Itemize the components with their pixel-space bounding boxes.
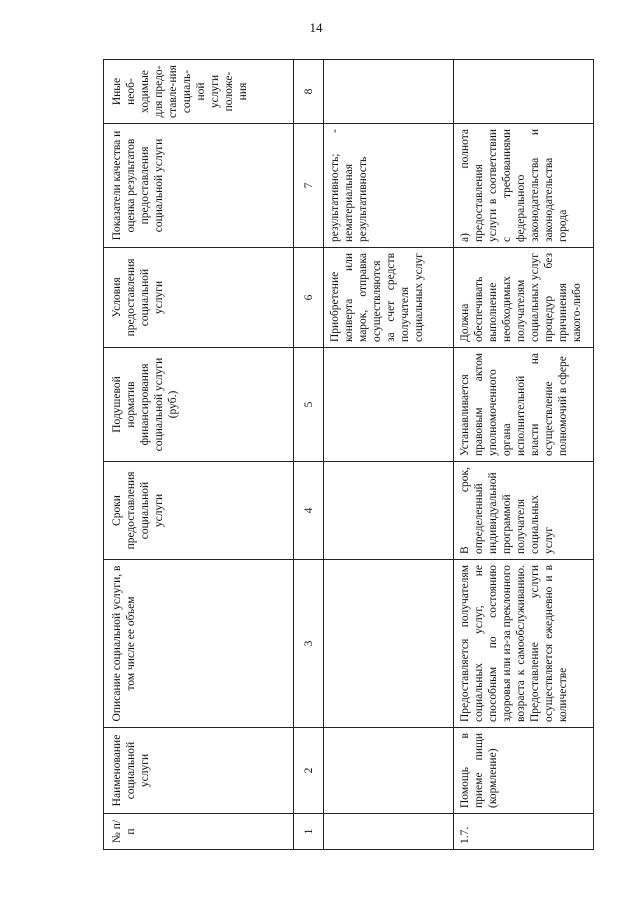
column-number: 1 bbox=[294, 814, 324, 850]
cell-name bbox=[324, 728, 454, 814]
cell-other bbox=[454, 60, 594, 124]
cell-description: Предоставляется получателям социальных услуг, не способным по состоянию здоровья или из-за преклонного возраста к самообслуживанию. Предоставление услуги осуществляется ежедневно и в количестве bbox=[454, 560, 594, 728]
column-number: 6 bbox=[294, 248, 324, 348]
cell-conditions: Приобретение конверта или марок, отправка осуществляются за счет средств получателя социальных услуг bbox=[324, 248, 454, 348]
cell-description bbox=[324, 560, 454, 728]
cell-indicators: а) полнота предоставления услуги в соответствии с требованиями федерального законодательства и законодательства города bbox=[454, 124, 594, 248]
column-number: 4 bbox=[294, 462, 324, 560]
cell-other bbox=[324, 60, 454, 124]
cell-conditions: Должна обеспечивать выполнение необходимых получателям социальных услуг процедур без причинения какого-либо bbox=[454, 248, 594, 348]
column-number-row bbox=[294, 60, 324, 850]
cell-norm bbox=[324, 348, 454, 462]
header-row bbox=[104, 60, 294, 850]
header-cell-indicators: Показатели качества и оценка результатов предоставления социальной услуги bbox=[104, 124, 294, 248]
column-number: 7 bbox=[294, 124, 324, 248]
cell-terms: В срок, определенный индивидуальной программой получателя социальных услуг bbox=[454, 462, 594, 560]
cell-terms bbox=[324, 462, 454, 560]
cell-name: Помощь в приеме пищи (кормление) bbox=[454, 728, 594, 814]
header-cell-norm: Подушевой норматив финансирования социальной услуги (руб.) bbox=[104, 348, 294, 462]
column-number: 8 bbox=[294, 60, 324, 124]
header-cell-terms: Сроки предоставления социальной услуги bbox=[104, 462, 294, 560]
header-cell-name: Наименование социальной услуги bbox=[104, 728, 294, 814]
header-cell-description: Описание социальной услуги, в том числе ее объем bbox=[104, 560, 294, 728]
table-row bbox=[454, 60, 594, 850]
cell-num bbox=[324, 814, 454, 850]
header-cell-conditions: Условия предоставления социальной услуги bbox=[104, 248, 294, 348]
cell-num: 1.7. bbox=[454, 814, 594, 850]
column-number: 5 bbox=[294, 348, 324, 462]
page-number: 14 bbox=[309, 20, 323, 35]
cell-indicators: результативность; - нематериальная результативность bbox=[324, 124, 454, 248]
cell-norm: Устанавливается правовым актом уполномоченного органа исполнительной власти на осуществление полномочий в сфере bbox=[454, 348, 594, 462]
column-number: 2 bbox=[294, 728, 324, 814]
social-services-table bbox=[103, 59, 594, 850]
table-row bbox=[324, 60, 454, 850]
column-number: 3 bbox=[294, 560, 324, 728]
header-cell-other: Иные необ-ходимые для предо-ставле-ния социаль-ной услуги положе-ния bbox=[104, 60, 294, 124]
header-cell-num: № п/п bbox=[104, 814, 294, 850]
rotated-table-container bbox=[103, 60, 593, 850]
